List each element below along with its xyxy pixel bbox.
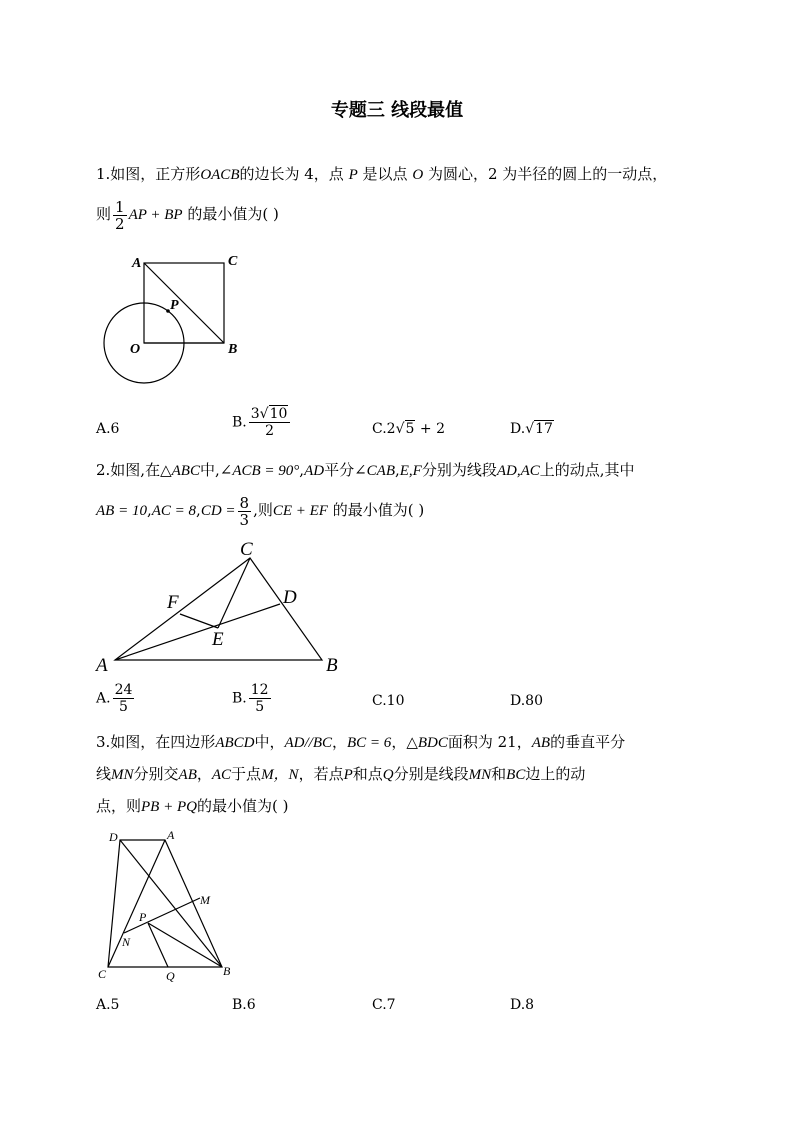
q2-line1: 2.如图,在△ABC中,∠ACB = 90°,AD平分∠CAB,E,F分别为线段AD,AC上的动点,其中 <box>96 461 635 479</box>
label-m: M <box>200 893 210 907</box>
q1-option-c: C.2√5 + 2 <box>372 421 445 437</box>
page-title: 专题三 线段最值 <box>330 100 464 121</box>
label-d: D <box>109 830 118 844</box>
label-b: B <box>326 655 338 676</box>
q2-line2: AB = 10,AC = 8,CD = $\frac{8}{3}$ ,则CE + EF 的最小值为( ) <box>96 493 425 529</box>
q3-option-c: C.7 <box>372 997 396 1013</box>
q3-option-b: B.6 <box>232 997 256 1013</box>
q1-line2: 则 $\frac{1}{2}$ AP + BP 的最小值为( ) <box>96 197 279 233</box>
label-a: A <box>167 828 175 842</box>
fraction-eight-thirds: $\frac{8}{3}$ <box>239 493 250 529</box>
q3-line2: 线MN分别交AB，AC于点M，N，若点P和点Q分别是线段MN和BC边上的动 <box>96 765 586 783</box>
label-e: E <box>212 629 224 650</box>
label-p: P <box>170 298 179 313</box>
q1-figure <box>90 245 260 395</box>
segment-ac <box>108 840 165 967</box>
q2-figure <box>90 535 360 680</box>
q3-line1: 3.如图，在四边形ABCD中，AD//BC，BC = 6，△BDC面积为 21，AB的垂直平分 <box>96 733 626 751</box>
label-d: D <box>283 587 297 608</box>
segment-mn <box>124 898 200 933</box>
label-b: B <box>228 342 238 357</box>
segment-ef <box>180 614 218 628</box>
q1-option-d: D.√17 <box>510 421 553 437</box>
q3-option-a: A.5 <box>96 997 120 1013</box>
label-n: N <box>122 935 131 949</box>
label-f: F <box>167 592 179 613</box>
label-a: A <box>132 256 142 271</box>
label-a: A <box>96 655 108 676</box>
segment-pb <box>148 923 222 967</box>
label-p: P <box>139 910 147 924</box>
label-c: C <box>240 539 253 560</box>
segment-ab <box>144 263 224 343</box>
segment-ad <box>115 604 280 660</box>
q3-option-d: D.8 <box>510 997 535 1013</box>
q2-option-a: A. $\frac{24}{5}$ <box>96 682 133 715</box>
q1-option-a: A.6 <box>96 421 120 437</box>
label-c: C <box>98 967 107 981</box>
q3-figure <box>90 820 250 990</box>
q1-line1: 1.如图，正方形OACB的边长为 4，点 P 是以点 O 为圆心，2 为半径的圆上的一动点， <box>96 165 668 183</box>
q2-option-b: B. $\frac{12}{5}$ <box>232 682 269 715</box>
label-q: Q <box>166 969 175 983</box>
fraction-one-half: $\frac{1}{2}$ <box>115 197 125 233</box>
q2-option-d: D.80 <box>510 693 543 709</box>
label-o: O <box>130 342 141 357</box>
segment-ce <box>218 558 250 628</box>
q2-option-c: C.10 <box>372 693 405 709</box>
label-c: C <box>228 254 238 269</box>
q1-option-b: B. $\frac{3√10}{2}$ <box>232 406 292 439</box>
q3-line3: 点，则PB + PQ的最小值为( ) <box>96 797 289 815</box>
label-b: B <box>223 964 231 978</box>
